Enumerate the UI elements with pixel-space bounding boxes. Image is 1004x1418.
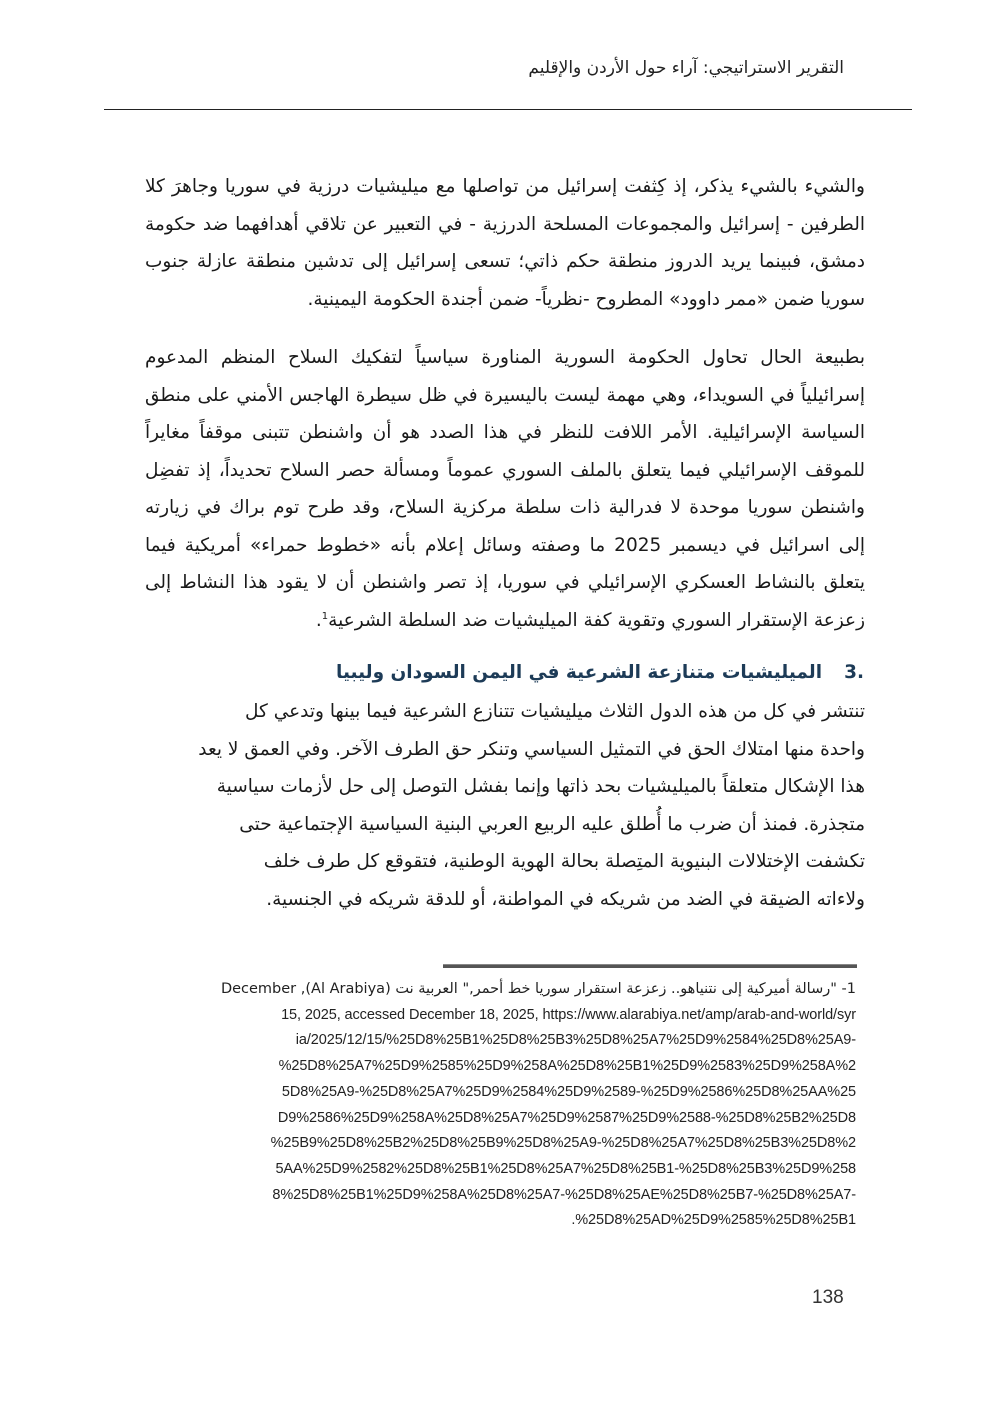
footnote-url-line[interactable]: 5AA%25D9%2582%25D8%25B1%25D8%25A7%25D8%25B1-%25D8%25B3%25D9%258 — [275, 1160, 856, 1177]
footnote-url-line[interactable]: ia/2025/12/15/%25D8%25B1%25D8%25B3%25D8%25A7%25D9%2584%25D8%25A9- — [295, 1032, 856, 1049]
footnote-url-line[interactable]: .%25D8%25AD%25D9%2585%25D8%25B1 — [571, 1212, 856, 1229]
footnote-url-line[interactable]: %25B9%25D8%25B2%25D8%25B9%25D8%25A9-%25D8%25A7%25D8%25B3%25D8%2 — [270, 1135, 856, 1152]
header-rule — [104, 109, 912, 110]
paragraph-3-line: واحدة منها امتلاك الحق في التمثيل السياسي وتنكر حق الطرف الآخر. وفي العمق لا يعد — [198, 738, 865, 760]
footnote-url-line[interactable]: 15, 2025, accessed December 18, 2025, https://www.alarabiya.net/amp/arab-and-world/syr — [281, 1006, 856, 1023]
section-title: الميليشيات متنازعة الشرعية في اليمن السودان وليبيا — [336, 662, 823, 683]
paragraph-3 — [175, 693, 865, 918]
footnote-url-line[interactable]: 8%25D8%25B1%25D9%258A%25D8%25A7-%25D8%25AE%25D8%25B7-%25D8%25A7- — [272, 1186, 856, 1203]
page-number: 138 — [812, 1287, 844, 1308]
paragraph-3-line: ولاءاته الضيقة في الضد من شريكه في المواطنة، أو للدقة شريكه في الجنسية. — [266, 888, 865, 910]
footnote-url-line[interactable]: %25D8%25A7%25D9%2585%25D9%258A%25D8%25B1%25D9%2583%25D9%258A%2 — [278, 1058, 856, 1075]
footnote-line: 1- "رسالة أميركية إلى نتنياهو.. زعزعة استقرار سوريا خط أحمر," العربية نت (Al Arabiya), December — [220, 981, 856, 997]
section-heading — [336, 655, 864, 691]
footnote-reference[interactable]: 1 — [321, 610, 329, 622]
paragraph-2-end: . — [315, 609, 322, 631]
running-header: التقرير الاستراتيجي: آراء حول الأردن والإقليم — [528, 58, 844, 78]
paragraph-2-text: بطبيعة الحال تحاول الحكومة السورية المناورة سياسياً لتفكيك السلاح المنظم المدعوم إسرائيلياً في السويداء، وهي مهمة ليست باليسيرة في ظل سيطرة الهاجس الأمني على منطق السياسة الإسرائيلية. الأمر اللافت للنظر في هذا الصدد هو أن واشنطن تتبنى موقفاً مغايراً للموقف الإسرائيلي فيما يتعلق بالملف السوري عموماً ومسألة حصر السلاح تحديداً، إذ تفضِل واشنطن سوريا موحدة لا فدرالية ذات سلطة مركزية السلاح، وقد طرح توم براك في زيارته إلى اسرائيل في ديسمبر 2025 ما وصفته وسائل إعلام بأنه «خطوط حمراء» أمريكية فيما يتعلق بالنشاط العسكري الإسرائيلي في سوريا، إذ تصر واشنطن أن لا يقود هذا النشاط إلى زعزعة الإستقرار السوري وتقوية كفة الميليشيات ضد السلطة الشرعية — [145, 347, 866, 631]
paragraph-3-line: متجذرة. فمنذ أن ضرب ما أُطلق عليه الربيع العربي البنية السياسية الإجتماعية حتى — [239, 813, 865, 835]
paragraph-2 — [145, 339, 865, 639]
paragraph-3-line: تكشفت الإختلالات البنيوية المتِصلة بحالة الهوية الوطنية، فتقوقع كل طرف خلف — [263, 851, 865, 872]
footnote-url-line[interactable]: 5D8%25A9-%25D8%25A7%25D9%2584%25D9%2589-%25D9%2586%25D8%25AA%25 — [281, 1083, 856, 1100]
footnote-url-line[interactable]: D9%2586%25D9%258A%25D8%25A7%25D9%2587%25D9%2588-%25D8%25B2%25D8 — [277, 1109, 856, 1126]
paragraph-1: والشيء بالشيء يذكر، إذ كِثفت إسرائيل من تواصلها مع ميليشيات درزية في سوريا وجاهرَ كلا الطرفين - إسرائيل والمجموعات المسلحة الدرزية - في التعبير عن تلاقي أهدافهما ضد حكومة دمشق، فبينما يريد الدروز منطقة حكم ذاتي؛ تسعى إسرائيل إلى تدشين منطقة عازلة جنوب سوريا ضمن «ممر داوود» المطروح -نظرياً- ضمن أجندة الحكومة اليمينية. — [145, 176, 865, 310]
footnote-rule — [443, 964, 857, 968]
section-number: 3. — [844, 662, 864, 683]
paragraph-3-line: هذا الإشكال متعلقاً بالميليشيات بحد ذاتها وإنما بفشل التوصل إلى حل لأزمات سياسية — [216, 776, 865, 797]
paragraph-3-line: تنتشر في كل من هذه الدول الثلاث ميليشيات تتنازع الشرعية فيما بينها وتدعي كل — [245, 701, 865, 722]
footnote — [180, 977, 856, 1234]
